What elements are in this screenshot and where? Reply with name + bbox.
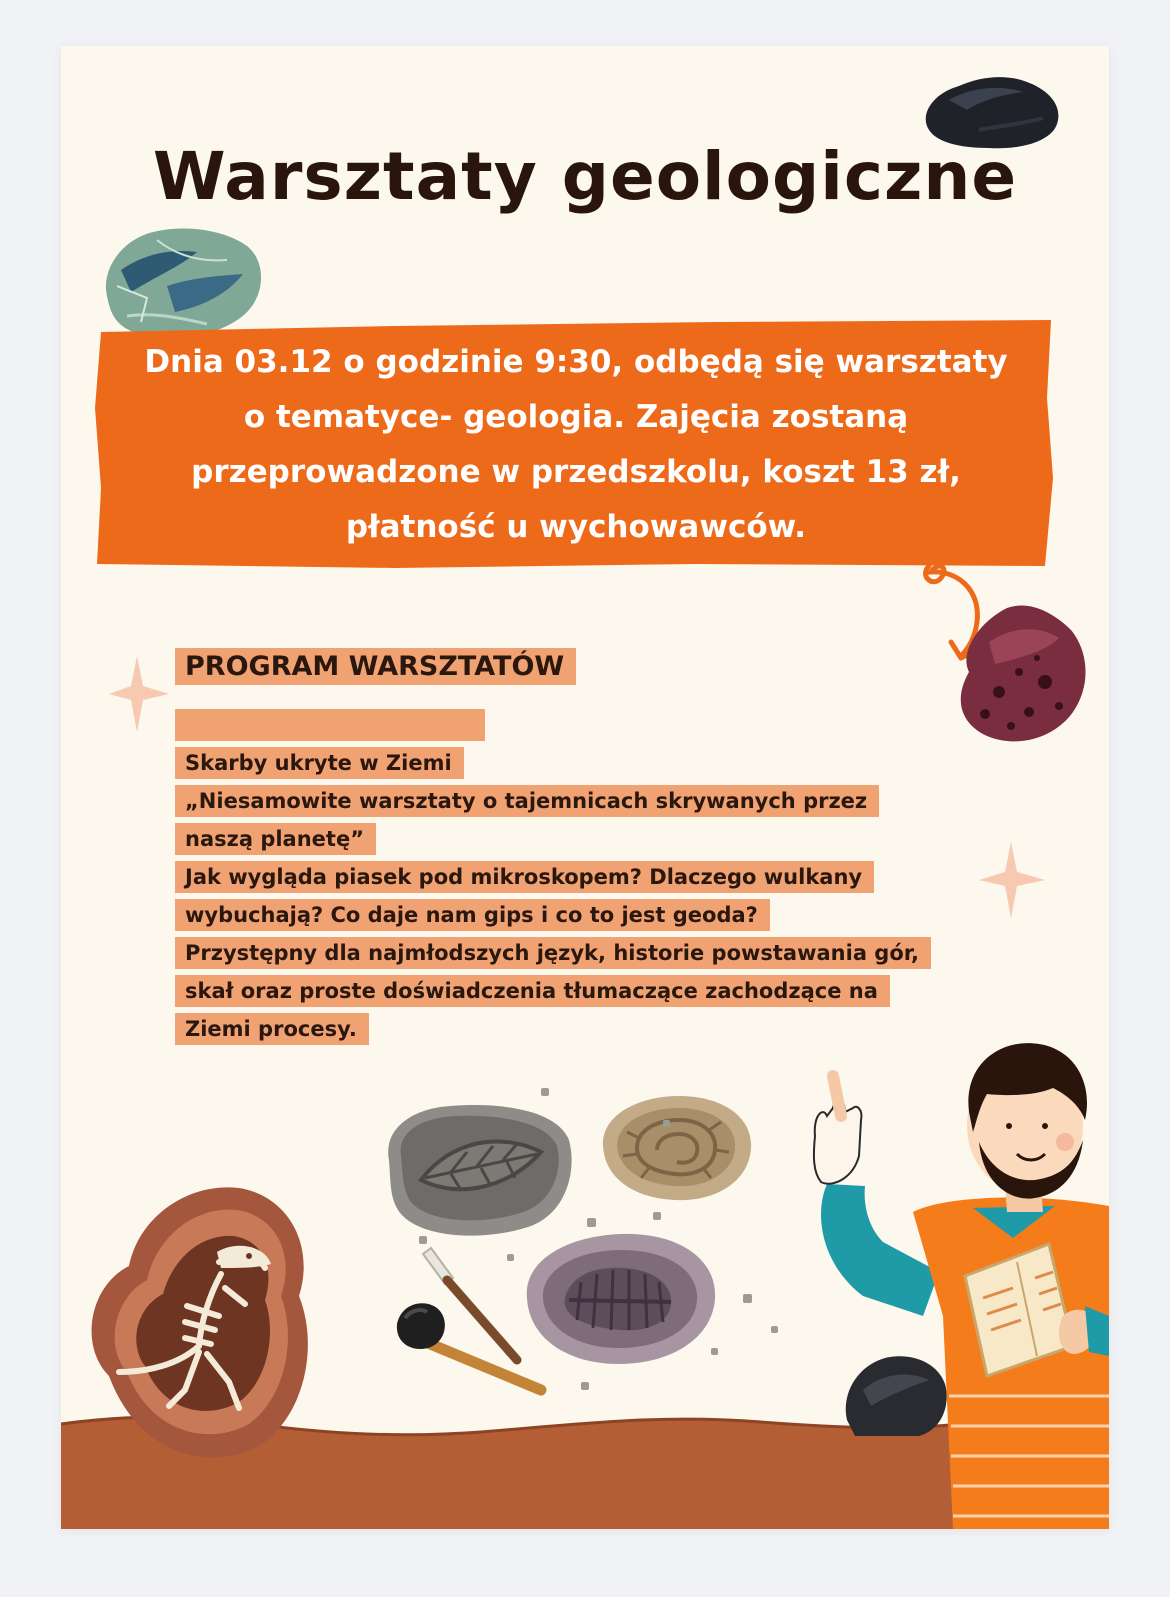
program-line: wybuchają? Co daje nam gips i co to jest geoda? bbox=[175, 899, 770, 931]
program-heading bbox=[175, 647, 576, 687]
announcement-line: Dnia 03.12 o godzinie 9:30, odbędą się warsztaty bbox=[144, 344, 1008, 380]
program-line bbox=[175, 709, 485, 741]
program-line: skał oraz proste doświadczenia tłumaczące zachodzące na bbox=[175, 975, 890, 1007]
announcement-line: o tematyce- geologia. Zajęcia zostaną bbox=[243, 399, 909, 435]
program-line: Przystępny dla najmłodszych język, historie powstawania gór, bbox=[175, 937, 931, 969]
program-heading-text: PROGRAM WARSZTATÓW bbox=[175, 648, 576, 685]
program-line: „Niesamowite warsztaty o tajemnicach skrywanych przez bbox=[175, 785, 879, 817]
program-body bbox=[175, 706, 1015, 1048]
announcement-line: płatność u wychowawców. bbox=[345, 509, 807, 545]
announcement-line: przeprowadzone w przedszkolu, koszt 13 zł, bbox=[191, 454, 961, 490]
page-title: Warsztaty geologiczne bbox=[152, 138, 1018, 215]
sparkle-icon bbox=[107, 654, 171, 734]
dinosaur-fossil-icon bbox=[69, 1176, 325, 1466]
poster bbox=[61, 46, 1109, 1529]
announcement-text bbox=[95, 318, 1057, 572]
program-line: naszą planetę” bbox=[175, 823, 376, 855]
program-line: Jak wygląda piasek pod mikroskopem? Dlaczego wulkany bbox=[175, 861, 874, 893]
pebbles-decoration bbox=[391, 1086, 821, 1406]
program-line: Skarby ukryte w Ziemi bbox=[175, 747, 464, 779]
program-line: Ziemi procesy. bbox=[175, 1013, 369, 1045]
teacher-with-book-illustration bbox=[773, 1016, 1109, 1529]
